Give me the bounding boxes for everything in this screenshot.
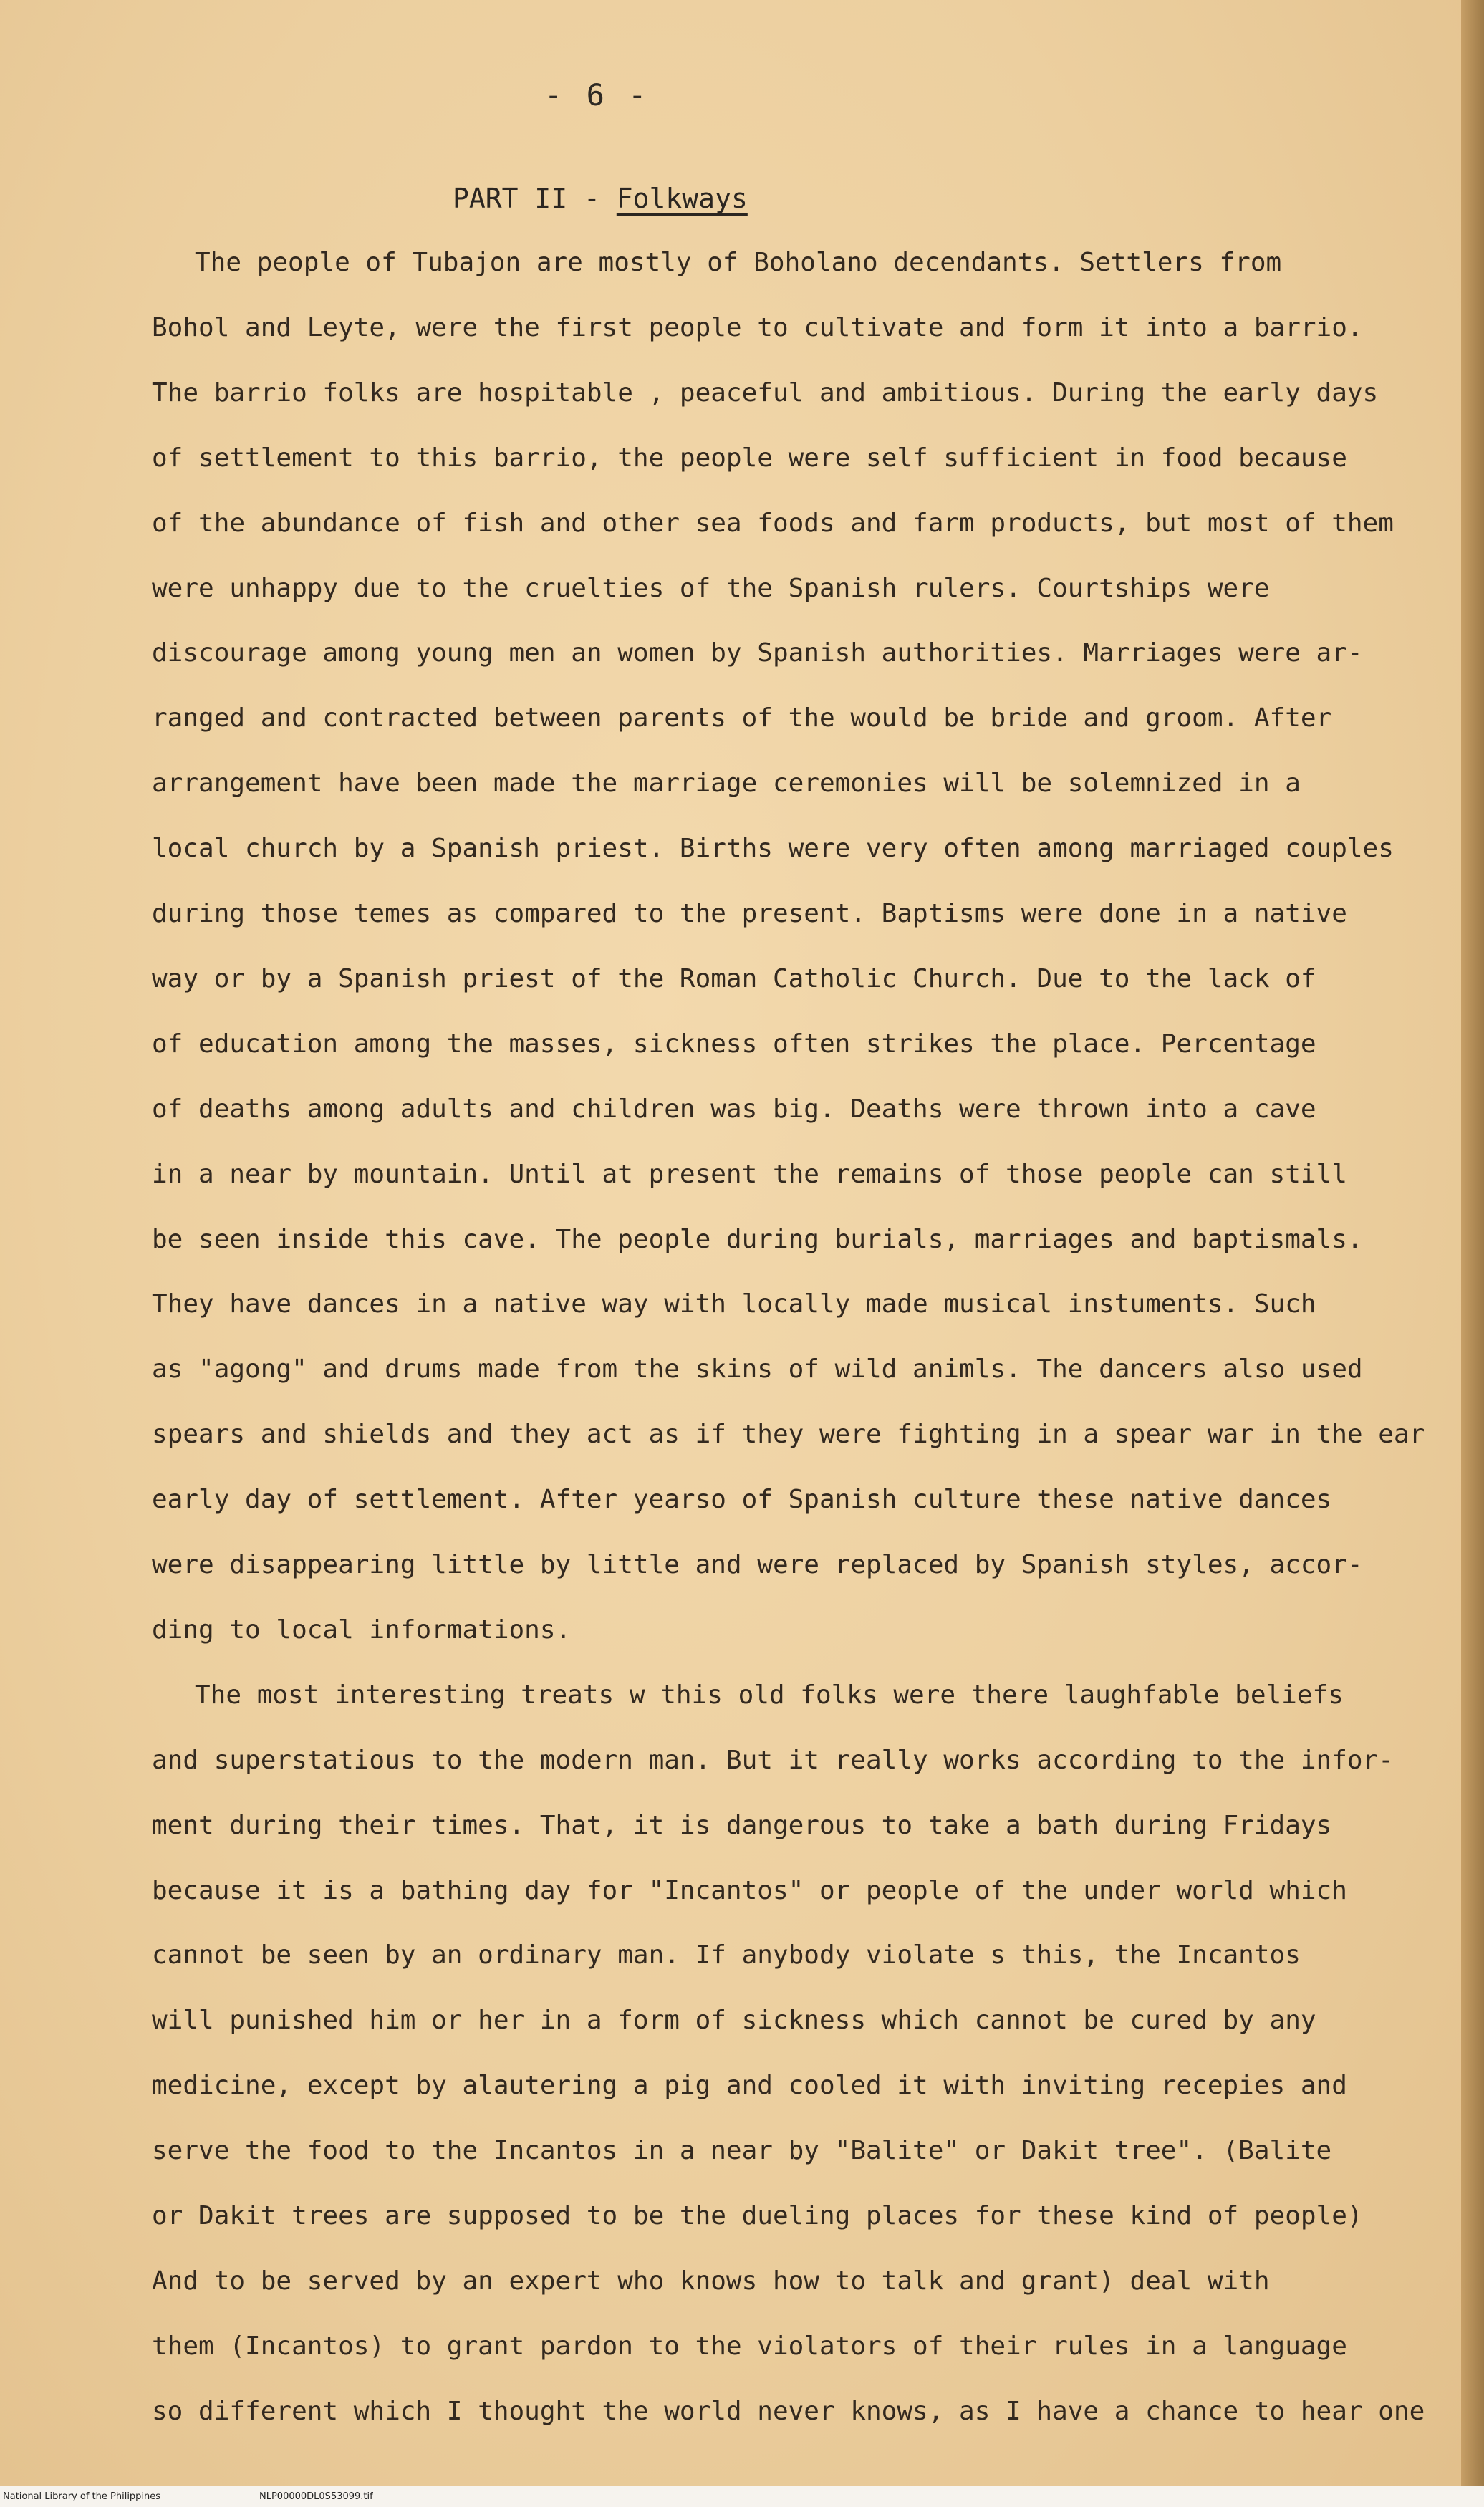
section-heading	[453, 183, 748, 214]
text-line: medicine, except by alautering a pig and cooled it with inviting recepies and	[152, 2071, 1347, 2100]
text-line: arrangement have been made the marriage ceremonies will be solemnized in a	[152, 769, 1301, 798]
text-line: will punished him or her in a form of sickness which cannot be cured by any	[152, 2006, 1316, 2035]
footer-institution: National Library of the Philippines	[3, 2491, 161, 2502]
text-line: in a near by mountain. Until at present the remains of those people can still	[152, 1160, 1347, 1189]
text-line: way or by a Spanish priest of the Roman Catholic Church. Due to the lack of	[152, 964, 1316, 993]
text-line: early day of settlement. After yearso of Spanish culture these native dances	[152, 1485, 1332, 1514]
page-number: - 6 -	[544, 77, 650, 112]
text-line: be seen inside this cave. The people during burials, marriages and baptismals.	[152, 1225, 1363, 1254]
text-line: ranged and contracted between parents of the would be bride and groom. After	[152, 703, 1332, 733]
text-line: of settlement to this barrio, the people were self sufficient in food because	[152, 443, 1347, 473]
text-line: as "agong" and drums made from the skins of wild animls. The dancers also used	[152, 1354, 1363, 1384]
text-line: because it is a bathing day for "Incantos" or people of the under world which	[152, 1876, 1347, 1905]
text-line: discourage among young men an women by Spanish authorities. Marriages were ar-	[152, 638, 1363, 668]
page-edge	[1461, 0, 1484, 2486]
text-line: them (Incantos) to grant pardon to the violators of their rules in a language	[152, 2332, 1347, 2361]
text-line: serve the food to the Incantos in a near by "Balite" or Dakit tree". (Balite	[152, 2136, 1332, 2165]
footer-file-id: NLP00000DL0S53099.tif	[259, 2491, 373, 2502]
text-line: were unhappy due to the cruelties of the Spanish rulers. Courtships were	[152, 574, 1270, 603]
text-line: so different which I thought the world never knows, as I have a chance to hear one	[152, 2397, 1425, 2426]
text-line: spears and shields and they act as if they were fighting in a spear war in the ear	[152, 1420, 1425, 1449]
text-line: cannot be seen by an ordinary man. If anybody violate s this, the Incantos	[152, 1940, 1301, 1970]
text-line: The most interesting treats w this old folks were there laughfable beliefs	[195, 1680, 1344, 1710]
text-line: Bohol and Leyte, were the first people to cultivate and form it into a barrio.	[152, 313, 1363, 342]
text-line: of deaths among adults and children was big. Deaths were thrown into a cave	[152, 1094, 1316, 1124]
text-line: were disappearing little by little and were replaced by Spanish styles, accor-	[152, 1550, 1363, 1579]
scan-footer	[0, 2486, 1484, 2507]
text-line: The barrio folks are hospitable , peaceful and ambitious. During the early days	[152, 378, 1379, 408]
text-line: The people of Tubajon are mostly of Boholano decendants. Settlers from	[195, 248, 1282, 277]
text-line: local church by a Spanish priest. Births were very often among marriaged couples	[152, 834, 1394, 863]
text-line: ding to local informations.	[152, 1615, 572, 1645]
text-line: or Dakit trees are supposed to be the dueling places for these kind of people)	[152, 2201, 1363, 2231]
text-line: And to be served by an expert who knows how to talk and grant) deal with	[152, 2266, 1270, 2296]
text-line: ment during their times. That, it is dangerous to take a bath during Fridays	[152, 1811, 1332, 1840]
heading-prefix: PART II -	[453, 183, 600, 214]
heading-title: Folkways	[616, 183, 748, 214]
text-line: They have dances in a native way with locally made musical instuments. Such	[152, 1289, 1316, 1319]
text-line: of the abundance of fish and other sea foods and farm products, but most of them	[152, 509, 1394, 538]
text-line: during those temes as compared to the present. Baptisms were done in a native	[152, 899, 1347, 928]
text-line: and superstatious to the modern man. But it really works according to the infor-	[152, 1746, 1394, 1775]
text-line: of education among the masses, sickness often strikes the place. Percentage	[152, 1029, 1316, 1059]
